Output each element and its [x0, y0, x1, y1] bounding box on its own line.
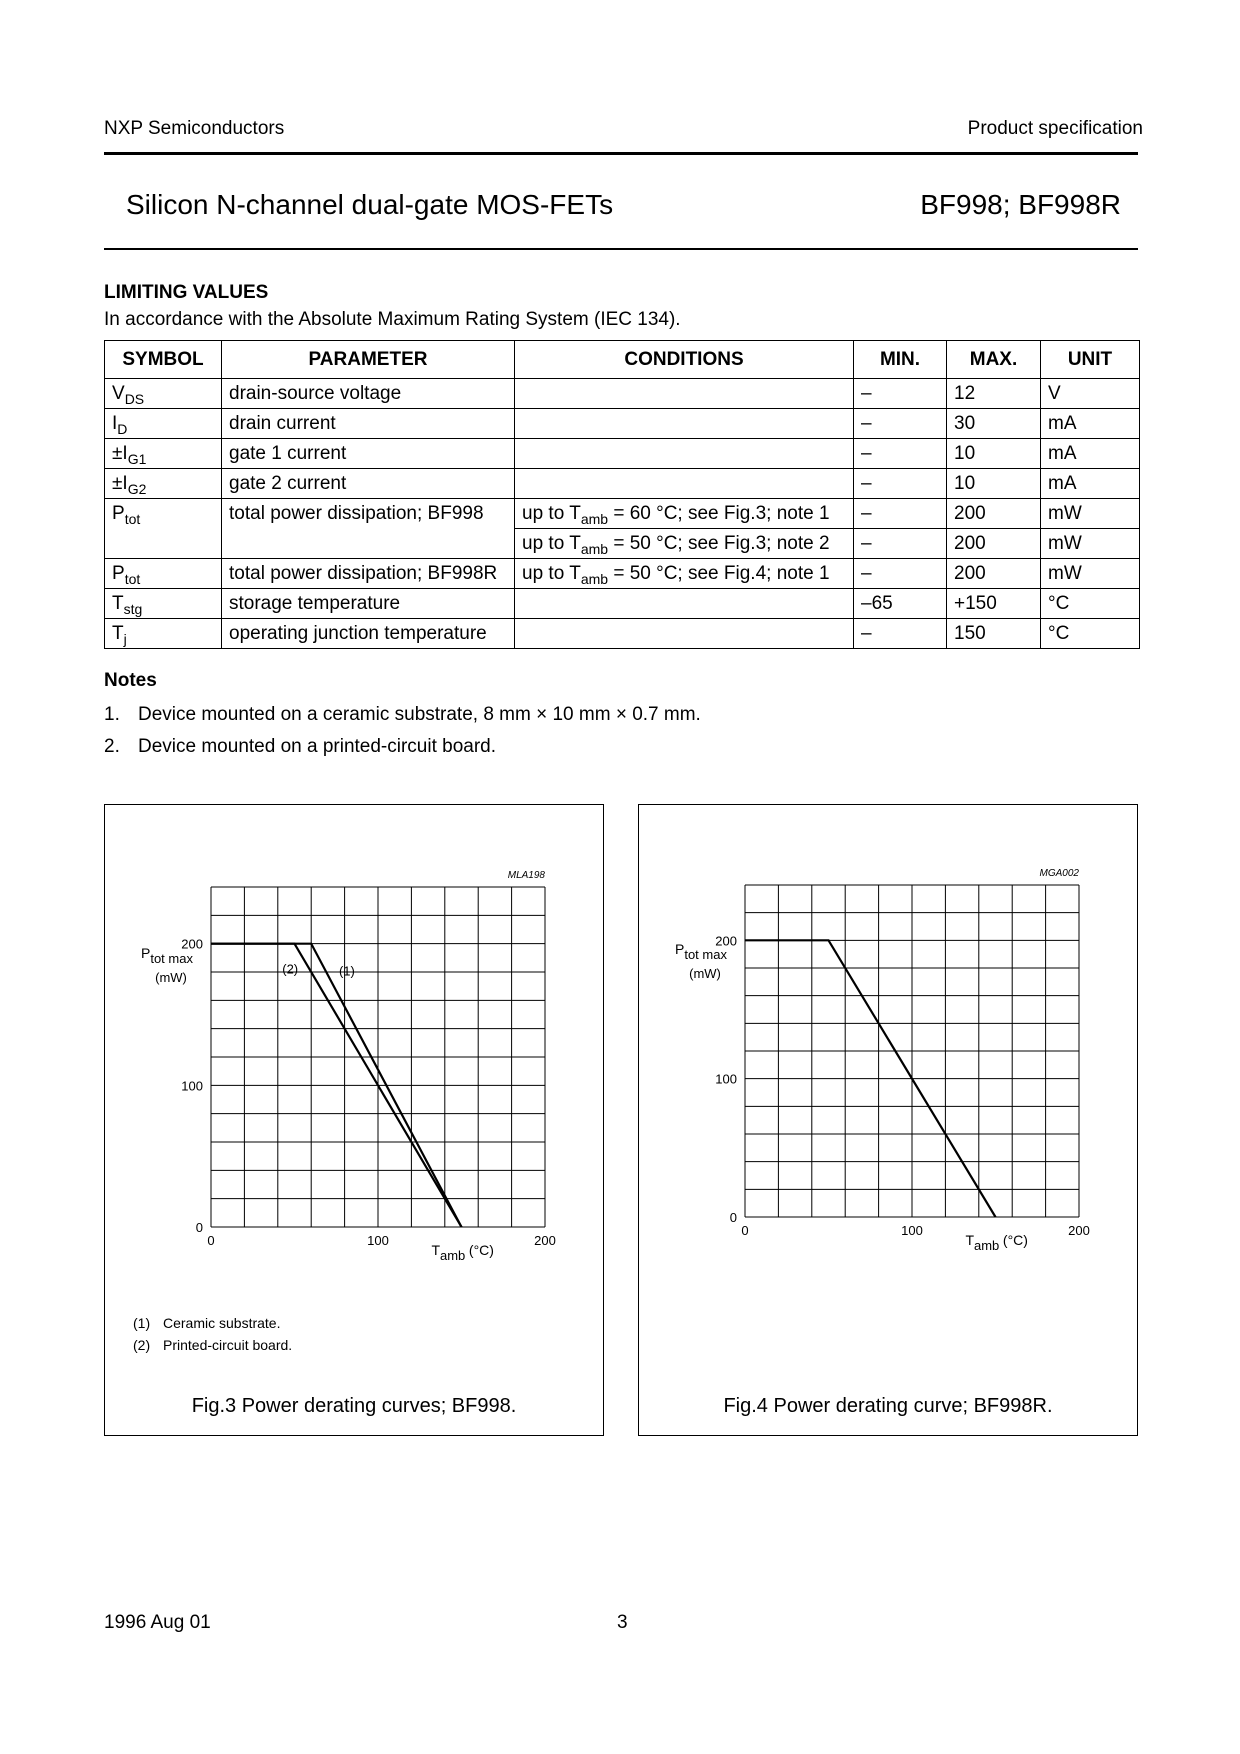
parameter-cell: total power dissipation; BF998: [222, 499, 515, 529]
max-cell: 200: [947, 499, 1041, 529]
symbol-cell: $\pm I_{G1}$: [105, 439, 222, 469]
column-header: MIN.: [854, 341, 947, 379]
page-number: 3: [617, 1612, 628, 1633]
fig4-chart: [639, 805, 1139, 1385]
table-row: [105, 439, 1140, 469]
x-tick-label: 0: [207, 1233, 215, 1248]
table-row: [105, 499, 1140, 529]
header-rule-top: [104, 152, 1138, 155]
table-row: [105, 379, 1140, 409]
column-header: MAX.: [947, 341, 1041, 379]
column-header: PARAMETER: [222, 341, 515, 379]
max-cell: +150: [947, 589, 1041, 619]
unit-cell: °C: [1041, 619, 1140, 649]
conditions-cell: [515, 409, 854, 439]
conditions-cell: [515, 439, 854, 469]
table-row: [105, 589, 1140, 619]
fig4-caption: Fig.4 Power derating curve; BF998R.: [723, 1395, 1053, 1417]
symbol-cell: $I_D$: [105, 409, 222, 439]
figure-4: [638, 804, 1138, 1436]
parameter-cell: [222, 529, 515, 559]
company-name: NXP Semiconductors: [104, 118, 285, 139]
conditions-cell: [515, 379, 854, 409]
note-item: [104, 704, 701, 726]
parameter-cell: gate 2 current: [222, 469, 515, 499]
notes-title: Notes: [104, 670, 157, 691]
unit-cell: mW: [1041, 499, 1140, 529]
section-subtitle: In accordance with the Absolute Maximum Rating System (IEC 134).: [104, 309, 681, 330]
x-tick-label: 0: [741, 1223, 749, 1238]
y-axis-unit: (mW): [155, 969, 187, 985]
unit-cell: mW: [1041, 559, 1140, 589]
max-cell: 10: [947, 469, 1041, 499]
figure-code: MGA002: [1039, 868, 1079, 879]
note-text: Device mounted on a ceramic substrate, 8 mm × 10 mm × 0.7 mm.: [138, 704, 701, 725]
section-title: LIMITING VALUES: [104, 282, 269, 303]
y-tick-label: 100: [715, 1071, 737, 1087]
document-type: Product specification: [967, 118, 1143, 139]
column-header: SYMBOL: [105, 341, 222, 379]
parameter-cell: operating junction temperature: [222, 619, 515, 649]
min-cell: –: [854, 529, 947, 559]
legend-number: (1): [133, 1315, 151, 1331]
legend-number: (2): [133, 1337, 151, 1353]
table-row: [105, 469, 1140, 499]
y-tick-label: 200: [715, 933, 737, 949]
y-tick-label: 100: [181, 1078, 203, 1094]
page-title: Silicon N-channel dual-gate MOS-FETs: [126, 189, 614, 220]
parameter-cell: drain-source voltage: [222, 379, 515, 409]
figure-3: [104, 804, 604, 1436]
symbol-cell: $T_{stg}$: [105, 589, 222, 619]
unit-cell: mW: [1041, 529, 1140, 559]
fig3-chart: [105, 805, 605, 1385]
min-cell: –: [854, 379, 947, 409]
conditions-cell: [515, 469, 854, 499]
symbol-cell: $T_j$: [105, 619, 222, 649]
y-axis-label: Ptot max: [141, 944, 193, 966]
fig3-caption: Fig.3 Power derating curves; BF998.: [191, 1395, 517, 1417]
min-cell: –: [854, 559, 947, 589]
x-tick-label: 100: [367, 1233, 389, 1248]
part-numbers: BF998; BF998R: [920, 189, 1121, 220]
parameter-cell: storage temperature: [222, 589, 515, 619]
y-tick-label: 0: [729, 1210, 737, 1225]
conditions-cell: up to $T_{amb} = 50$ °C; see Fig.4; note 1: [515, 559, 854, 589]
figure-code: MLA198: [507, 870, 545, 881]
legend-text: Printed-circuit board.: [163, 1337, 293, 1353]
column-header: CONDITIONS: [515, 341, 854, 379]
min-cell: –: [854, 439, 947, 469]
series-label: (1): [338, 963, 355, 979]
x-axis-label: Tamb (°C): [965, 1232, 1028, 1253]
max-cell: 10: [947, 439, 1041, 469]
symbol-cell: $P_{tot}$: [105, 499, 222, 529]
unit-cell: V: [1041, 379, 1140, 409]
unit-cell: mA: [1041, 469, 1140, 499]
symbol-cell: [105, 529, 222, 559]
unit-cell: mA: [1041, 409, 1140, 439]
max-cell: 200: [947, 529, 1041, 559]
table-row: [105, 619, 1140, 649]
min-cell: –: [854, 469, 947, 499]
min-cell: –: [854, 499, 947, 529]
y-tick-label: 0: [195, 1220, 203, 1235]
note-item: [104, 736, 496, 758]
parameter-cell: drain current: [222, 409, 515, 439]
conditions-cell: [515, 619, 854, 649]
y-axis-unit: (mW): [689, 966, 721, 982]
symbol-cell: $V_{DS}$: [105, 379, 222, 409]
y-tick-label: 200: [181, 936, 203, 952]
max-cell: 12: [947, 379, 1041, 409]
series-label: (2): [282, 961, 299, 977]
min-cell: –: [854, 409, 947, 439]
min-cell: –65: [854, 589, 947, 619]
x-tick-label: 200: [534, 1233, 556, 1248]
x-tick-label: 100: [901, 1223, 923, 1238]
conditions-cell: up to $T_{amb} = 60$ °C; see Fig.3; note 1: [515, 499, 854, 529]
symbol-cell: $P_{tot}$: [105, 559, 222, 589]
legend-text: Ceramic substrate.: [163, 1315, 281, 1331]
symbol-cell: $\pm I_{G2}$: [105, 469, 222, 499]
conditions-cell: [515, 589, 854, 619]
limiting-values-table: [104, 340, 1140, 649]
x-tick-label: 200: [1068, 1223, 1090, 1238]
note-number: 1.: [104, 704, 120, 725]
table-row: [105, 409, 1140, 439]
y-axis-label: Ptot max: [675, 941, 727, 963]
max-cell: 30: [947, 409, 1041, 439]
max-cell: 200: [947, 559, 1041, 589]
legend-item: [133, 1315, 280, 1331]
note-text: Device mounted on a printed-circuit board.: [138, 736, 497, 757]
x-axis-label: Tamb (°C): [431, 1242, 494, 1263]
table-header-row: [105, 341, 1140, 379]
parameter-cell: total power dissipation; BF998R: [222, 559, 515, 589]
table-row: [105, 529, 1140, 559]
unit-cell: mA: [1041, 439, 1140, 469]
legend-item: [133, 1337, 292, 1353]
footer-date: 1996 Aug 01: [104, 1612, 211, 1633]
conditions-cell: up to $T_{amb} = 50$ °C; see Fig.3; note 2: [515, 529, 854, 559]
column-header: UNIT: [1041, 341, 1140, 379]
header-rule-bottom: [104, 248, 1138, 250]
unit-cell: °C: [1041, 589, 1140, 619]
table-row: [105, 559, 1140, 589]
note-number: 2.: [104, 736, 120, 757]
max-cell: 150: [947, 619, 1041, 649]
min-cell: –: [854, 619, 947, 649]
parameter-cell: gate 1 current: [222, 439, 515, 469]
